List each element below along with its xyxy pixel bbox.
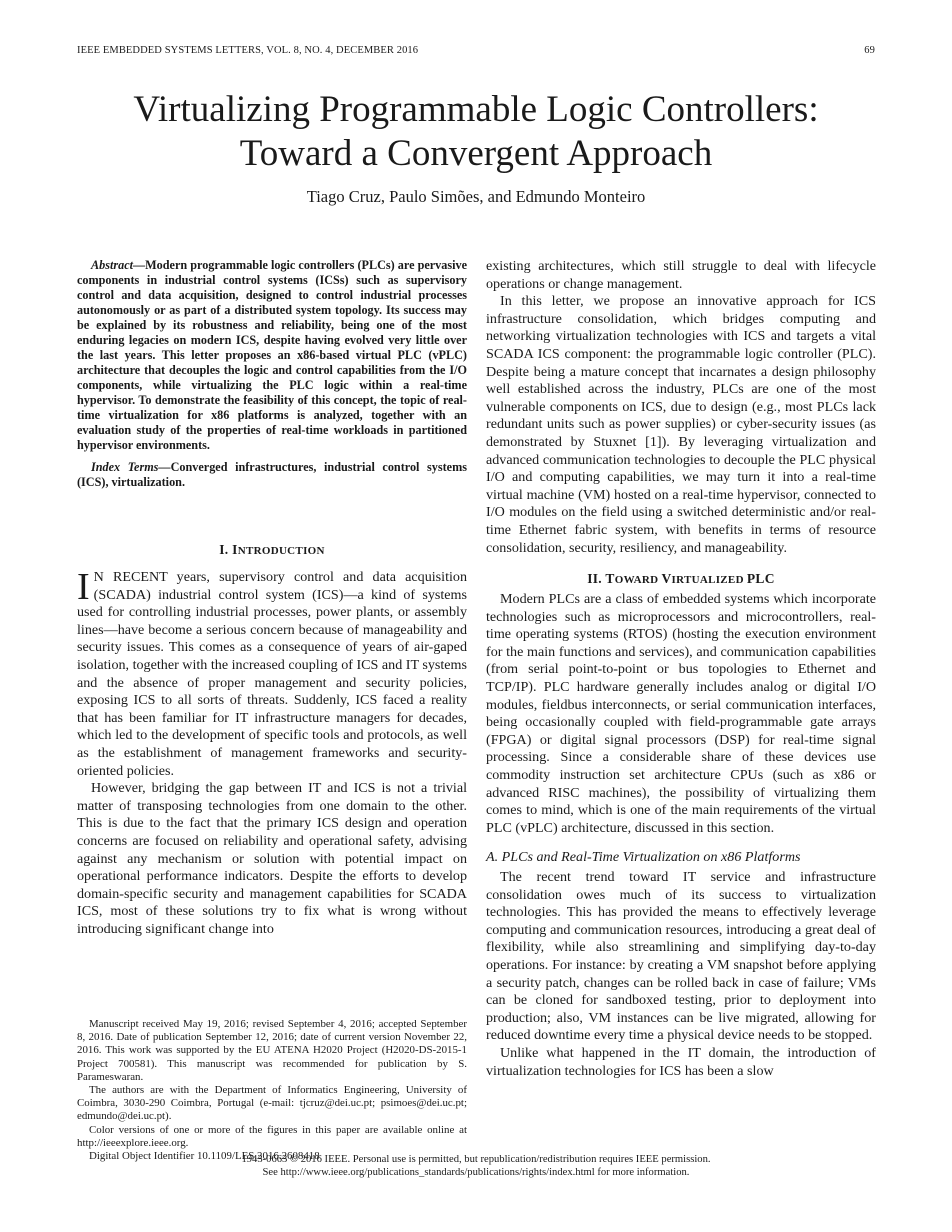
- intro-paragraph-2: However, bridging the gap between IT and ICS is not a trivial matter of transposing technologies from one domain to the other. This is due to the fact that the primary ICS design and operation concerns are focused on reliability and operational safety, advising against any mechanism or solution with potential impact on operational performance indicators. Despite the efforts to develop domain-specific security and management capabilities for SCADA ICS, most of these solutions try to fix what is wrong without introducing significant change into: [77, 780, 467, 937]
- index-terms-label: Index Terms—: [91, 460, 171, 474]
- copyright-footer: [60, 1153, 892, 1179]
- footnote-doi: Digital Object Identifier 10.1109/LES.2016.2608418: [89, 1150, 320, 1163]
- footnote-color-versions: Color versions of one or more of the figures in this paper are available online at http://ieeexplore.ieee.org.: [77, 1123, 467, 1149]
- footnote-affiliation: The authors are with the Department of Informatics Engineering, University of Coimbra, 3030-290 Coimbra, Portugal (e-mail: tjcruz@dei.uc.pt; psimoes@dei.uc.pt; edmundo@dei.uc.pt).: [77, 1084, 467, 1123]
- index-terms: [77, 460, 467, 490]
- footnotes: [77, 1018, 467, 1163]
- section2-paragraph-2: The recent trend toward IT service and infrastructure consolidation owes much of its success to virtualization technologies. This has provided the means to effectively leverage computing and communication resources, introducing a great deal of flexibility, while also streamlining and simplifying day-to-day operations. For instance: by creating a VM snapshot before applying a security patch, changes can be rolled back in case of failure; VMs can be cloned for sandboxed testing, prior to deployment into production; also, VM instances can be live migrated, allowing for reduced downtime every time a physical device needs to be stopped.: [486, 869, 876, 1044]
- author-list: Tiago Cruz, Paulo Simões, and Edmundo Monteiro: [306, 187, 646, 206]
- title-line-2: Toward a Convergent Approach: [239, 133, 713, 174]
- abstract: [77, 258, 467, 453]
- journal-citation: IEEE EMBEDDED SYSTEMS LETTERS, VOL. 8, NO. 4, DECEMBER 2016: [77, 45, 419, 56]
- footnote-manuscript: Manuscript received May 19, 2016; revised September 4, 2016; accepted September 8, 2016. Date of publication September 12, 2016; date of current version November 22, 2016. This work was supported by the EU ATENA H2020 Project (H2020-DS-2015-1 Project 700581). This manuscript was recommended for publication by S. Parameswaran.: [77, 1018, 467, 1083]
- drop-cap: I: [77, 566, 90, 608]
- section-heading-introduction: I. INTRODUCTION: [219, 542, 325, 557]
- section2-paragraph-1: Modern PLCs are a class of embedded systems which incorporate technologies such as microprocessors and microcontrollers, real-time operating systems (RTOS) (hosting the execution environment for the main functions and services), and communication capabilities (from serial point-to-point or bus topologies to Ethernet and TCP/IP). PLC hardware generally includes analog or digital I/O modules, fieldbus interconnects, or serial communication interfaces, being occasionally coupled with field-programmable gate arrays (FPGA) or digital signal processors (DSP) for real-time signal processing. Since a considerable share of these devices use commodity instruction set architecture CPUs (such as x86 or advanced RISC machines), the possibility of virtualizing them comes to mind, which is one of the main requirements of the virtual PLC (vPLC) architecture, discussed in this section.: [486, 591, 876, 836]
- title-line-1: Virtualizing Programmable Logic Controllers:: [133, 89, 819, 130]
- right-column: [486, 258, 876, 1080]
- intro-paragraph-2-continued: existing architectures, which still struggle to deal with lifecycle operations or change management.: [486, 258, 876, 292]
- page-number: 69: [864, 45, 875, 56]
- section-heading-toward-virtualized-plc: II. TOWARD VIRTUALIZED PLC: [587, 571, 775, 587]
- abstract-text: Modern programmable logic controllers (PLCs) are pervasive components in industrial control systems (ICSs) such as supervisory control and data acquisition, designed to control industrial processes autonomously or as part of a distributed system topology. Its success may be explained by its robustness and reliability, being one of the most enduring legacies on modern ICS, despite having evolved very little over the last years. This letter proposes an x86-based virtual PLC (vPLC) architecture that decouples the logic and control capabilities from the I/O components, while virtualizing the PLC logic within a real-time hypervisor. To demonstrate the feasibility of this concept, the topic of real-time virtualization for x86 platforms is analyzed, together with an evaluation study of the properties of real-time workloads in partitioned hypervisor environments.: [77, 258, 467, 452]
- intro-paragraph-1: I N RECENT years, supervisory control and data acquisition (SCADA) industrial control system (ICS)—a kind of systems used for controlling industrial processes, power plants, or assembly lines—have become a serious concern because of manageability and security issues. This comes as a consequence of years of air-gaped isolation, together with the increased coupling of ICS and IT systems and the absence of proper management and security policies, exposing ICS to all sorts of threats. Suddenly, ICS faced a reality that has been familiar for IT infrastructure managers for decades, which led to the development of specific tools and protocols, as well as the establishment of management frameworks and security-oriented policies.: [77, 566, 467, 779]
- intro-paragraph-3: In this letter, we propose an innovative approach for ICS infrastructure consolidation, which bridges computing and networking virtualization technologies with ICS and targets a vital SCADA ICS component: the programmable logic controller (PLC). Despite being a mature concept that incarnates a design philosophy well established across the industry, PLCs are one of the most vulnerable components on ICS, due to design (e.g., most PLCs lack redundant units such as power supplies) or cyber-security issues (as demonstrated by Stuxnet [1]). By leveraging virtualization and advanced communication technologies to decouple the PLC physical I/O and computing capabilities, we may turn it into a real-time virtual machine (VM) hosted on a real-time hypervisor, connected to I/O modules on the field using a switched deterministic and/or real-time Ethernet fabric system, with benefits in terms of resource consolidation, security, resiliency, and manageability.: [486, 293, 876, 556]
- paper-title: [60, 88, 892, 176]
- section2-paragraph-3: Unlike what happened in the IT domain, the introduction of virtualization technologies for ICS has been a slow: [486, 1044, 876, 1079]
- copyright-line-1: 1943-0663 © 2016 IEEE. Personal use is permitted, but republication/redistribution requires IEEE permission.: [241, 1154, 711, 1165]
- index-terms-text: Converged infrastructures, industrial control systems (ICS), virtualization.: [77, 460, 467, 489]
- left-column: [77, 258, 467, 938]
- subsection-heading-a: A. PLCs and Real-Time Virtualization on x86 Platforms: [486, 849, 801, 866]
- abstract-label: Abstract—: [91, 258, 146, 272]
- copyright-line-2: See http://www.ieee.org/publications_standards/publications/rights/index.html for more information.: [262, 1167, 690, 1179]
